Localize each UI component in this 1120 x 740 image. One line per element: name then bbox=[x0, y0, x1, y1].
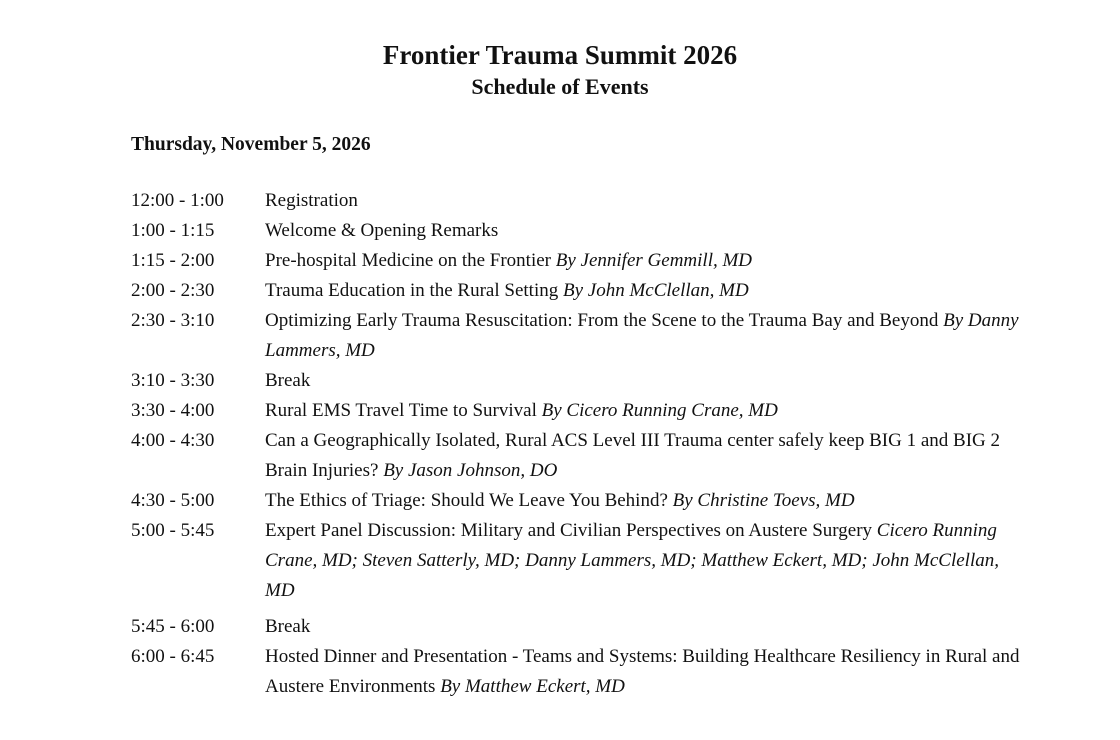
session-description bbox=[265, 216, 1031, 246]
session-speaker: By John McClellan, MD bbox=[562, 280, 749, 301]
session-description bbox=[265, 426, 1031, 486]
session-title: Rural EMS Travel Time to Survival bbox=[265, 400, 537, 421]
session-time: 3:10 - 3:30 bbox=[131, 370, 215, 391]
session-speaker: Cicero Running Crane, MD; Steven Satterly, MD; Danny Lammers, MD; Matthew Eckert, MD; John McClellan, MD bbox=[265, 520, 999, 601]
session-speaker: By Jason Johnson, DO bbox=[383, 460, 558, 481]
session-description bbox=[265, 612, 1031, 642]
session-time: 6:00 - 6:45 bbox=[131, 646, 215, 667]
session-description bbox=[265, 396, 1031, 426]
session-time: 1:00 - 1:15 bbox=[131, 220, 215, 241]
session-speaker: By Cicero Running Crane, MD bbox=[541, 400, 778, 421]
session-time: 2:30 - 3:10 bbox=[131, 310, 215, 331]
schedule-row bbox=[131, 276, 1031, 306]
schedule-row bbox=[131, 366, 1031, 396]
session-description bbox=[265, 276, 1031, 306]
session-time: 12:00 - 1:00 bbox=[131, 190, 224, 211]
session-description bbox=[265, 306, 1031, 366]
session-title: Expert Panel Discussion: Military and Civilian Perspectives on Austere Surgery bbox=[265, 520, 873, 541]
document-title: Frontier Trauma Summit 2026 bbox=[382, 40, 738, 70]
day-heading: Thursday, November 5, 2026 bbox=[131, 134, 371, 155]
schedule-row bbox=[131, 486, 1031, 516]
session-title: Trauma Education in the Rural Setting bbox=[265, 280, 559, 301]
session-title: Registration bbox=[265, 190, 358, 211]
session-title: Optimizing Early Trauma Resuscitation: From the Scene to the Trauma Bay and Beyond bbox=[265, 310, 939, 331]
session-description bbox=[265, 246, 1031, 276]
session-speaker: By Jennifer Gemmill, MD bbox=[555, 250, 753, 271]
schedule-row bbox=[131, 426, 1031, 486]
session-speaker: By Matthew Eckert, MD bbox=[440, 676, 625, 697]
session-title: Break bbox=[265, 616, 311, 637]
schedule-row bbox=[131, 612, 1031, 642]
schedule-row bbox=[131, 642, 1031, 702]
session-description bbox=[265, 366, 1031, 396]
schedule-row bbox=[131, 246, 1031, 276]
session-description bbox=[265, 486, 1031, 516]
session-title: Pre-hospital Medicine on the Frontier bbox=[265, 250, 551, 271]
session-time: 3:30 - 4:00 bbox=[131, 400, 215, 421]
session-title: Break bbox=[265, 370, 311, 391]
session-description bbox=[265, 186, 1031, 216]
session-time: 1:15 - 2:00 bbox=[131, 250, 215, 271]
session-title: Can a Geographically Isolated, Rural ACS Level III Trauma center safely keep BIG 1 and BIG 2 Brain Injuries? bbox=[265, 430, 1000, 481]
schedule-row bbox=[131, 186, 1031, 216]
schedule-row bbox=[131, 396, 1031, 426]
document-subtitle: Schedule of Events bbox=[471, 74, 649, 99]
session-description bbox=[265, 642, 1031, 702]
schedule-row bbox=[131, 516, 1031, 606]
session-time: 2:00 - 2:30 bbox=[131, 280, 215, 301]
session-speaker: By Christine Toevs, MD bbox=[672, 490, 855, 511]
session-time: 4:00 - 4:30 bbox=[131, 430, 215, 451]
session-time: 5:45 - 6:00 bbox=[131, 616, 215, 637]
schedule-list bbox=[131, 186, 1031, 702]
session-description bbox=[265, 516, 1031, 606]
schedule-row bbox=[131, 216, 1031, 246]
session-title: Hosted Dinner and Presentation - Teams and Systems: Building Healthcare Resiliency in Rural and Austere Environments bbox=[265, 646, 1020, 697]
session-title: Welcome & Opening Remarks bbox=[265, 220, 499, 241]
session-time: 5:00 - 5:45 bbox=[131, 520, 215, 541]
schedule-row bbox=[131, 306, 1031, 366]
session-title: The Ethics of Triage: Should We Leave You Behind? bbox=[265, 490, 673, 511]
session-time: 4:30 - 5:00 bbox=[131, 490, 215, 511]
session-speaker: By Danny Lammers, MD bbox=[265, 310, 1019, 361]
